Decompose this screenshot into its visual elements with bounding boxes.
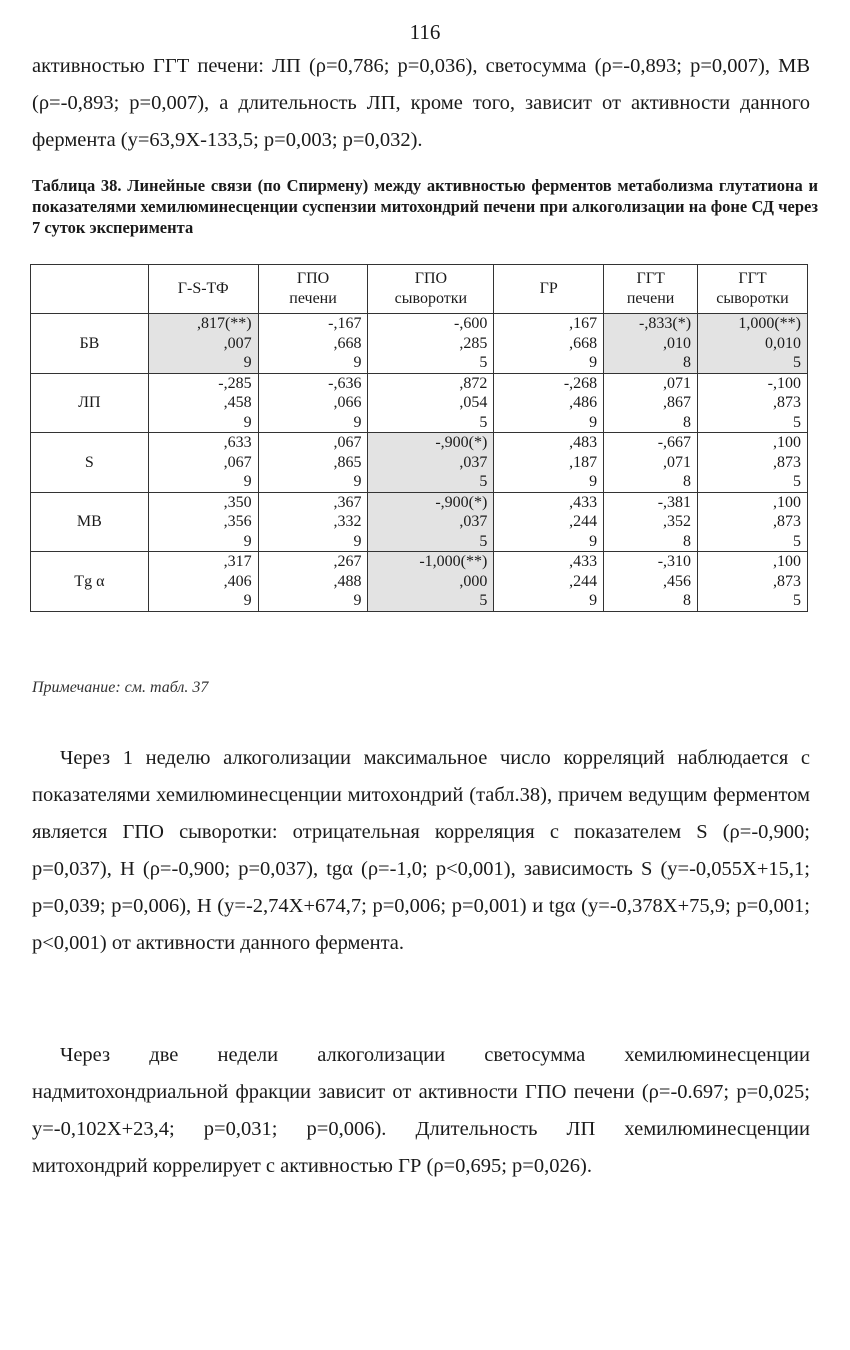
- body-paragraph: Через две недели алкоголизации светосумма хемилюминесценции надмитохондриальной фракции зависит от активности ГПО печени (ρ=-0.697; p=0,025; y=-0,102X+23,4; p=0,031; p=0,006). Длительность ЛП хемилюминесценции митохондрий коррелирует с активностью ГР (ρ=0,695; p=0,026).: [32, 1044, 810, 1177]
- cell-significance: ,071: [663, 453, 692, 471]
- cell-count: 9: [243, 354, 252, 371]
- cell-significance: ,865: [333, 453, 362, 471]
- table-cell: [494, 433, 604, 493]
- header-cell: ГПО сыворотки: [368, 265, 494, 314]
- cell-significance: ,867: [663, 394, 692, 411]
- cell-count: 8: [683, 592, 692, 609]
- cell-count: 9: [353, 473, 362, 490]
- row-label: БВ: [31, 314, 149, 374]
- cell-count: 5: [479, 413, 488, 431]
- table-cell: [258, 373, 368, 433]
- table-cell: [494, 373, 604, 433]
- table-cell: [604, 314, 698, 374]
- cell-count: 5: [479, 532, 488, 550]
- table-cell: [698, 373, 808, 433]
- cell-significance: ,456: [663, 572, 692, 590]
- cell-correlation: ,872: [459, 374, 488, 392]
- table-cell: [148, 492, 258, 552]
- cell-correlation: -,285: [218, 374, 252, 392]
- cell-correlation: ,067: [333, 434, 362, 451]
- cell-significance: ,458: [223, 394, 252, 411]
- cell-significance: ,187: [569, 453, 598, 471]
- cell-count: 9: [589, 354, 598, 371]
- table-row: [31, 373, 808, 433]
- table-cell: [698, 314, 808, 374]
- header-cell: Г-S-ТФ: [148, 265, 258, 314]
- cell-correlation: -,900(*): [435, 493, 488, 511]
- cell-count: 5: [793, 413, 801, 431]
- cell-significance: ,010: [663, 334, 692, 352]
- cell-count: 9: [353, 354, 362, 371]
- cell-correlation: -,833(*): [639, 315, 692, 332]
- cell-correlation: -,636: [328, 374, 362, 392]
- cell-significance: ,037: [459, 453, 488, 471]
- cell-count: 8: [683, 413, 692, 431]
- table-row: [31, 492, 808, 552]
- cell-count: 5: [479, 592, 488, 609]
- cell-correlation: -,667: [657, 434, 692, 451]
- cell-correlation: -,268: [563, 374, 598, 392]
- table-caption: Таблица 38. Линейные связи (по Спирмену) между активностью ферментов метаболизма глутатиона и показателями хемилюминесценции суспензии митохондрий печени при алкоголизации на фоне СД через 7 суток эксперимента: [32, 176, 818, 237]
- table-cell: [148, 314, 258, 374]
- table-cell: [258, 314, 368, 374]
- cell-significance: ,668: [569, 334, 598, 352]
- cell-correlation: ,167: [569, 315, 598, 332]
- cell-correlation: ,071: [663, 374, 692, 392]
- intro-paragraph: активностью ГГТ печени: ЛП (ρ=0,786; p=0,036), светосумма (ρ=-0,893; p=0,007), МВ (ρ=-0,893; p=0,007), а длительность ЛП, кроме того, зависит от активности данного фермента (y=63,9X-133,5; p=0,003; p=0,032).: [32, 55, 810, 151]
- table-cell: [368, 433, 494, 493]
- cell-count: 8: [683, 532, 692, 550]
- cell-count: 5: [793, 532, 801, 550]
- cell-significance: ,406: [223, 572, 252, 590]
- row-label: МВ: [31, 492, 149, 552]
- cell-significance: ,067: [223, 453, 252, 471]
- cell-significance: ,244: [569, 513, 598, 530]
- cell-significance: ,332: [333, 513, 362, 530]
- header-cell: ГПО печени: [258, 265, 368, 314]
- table-cell: [368, 552, 494, 612]
- page-number: 116: [409, 20, 441, 44]
- cell-count: 9: [589, 592, 598, 609]
- cell-count: 5: [479, 354, 488, 371]
- row-label: Tg α: [31, 552, 149, 612]
- table-cell: [148, 373, 258, 433]
- table-note: Примечание: см. табл. 37: [32, 679, 209, 696]
- cell-significance: 0,010: [765, 334, 801, 352]
- table-cell: [494, 492, 604, 552]
- cell-count: 8: [683, 473, 692, 490]
- cell-significance: ,037: [459, 513, 488, 530]
- table-cell: [494, 314, 604, 374]
- cell-significance: ,244: [569, 572, 598, 590]
- cell-significance: ,007: [223, 334, 252, 352]
- cell-correlation: ,100: [773, 493, 801, 511]
- cell-significance: ,873: [773, 513, 801, 530]
- cell-correlation: ,317: [223, 553, 252, 570]
- table-cell: [604, 373, 698, 433]
- cell-correlation: -,600: [454, 315, 488, 332]
- cell-count: 9: [353, 592, 362, 609]
- cell-count: 9: [589, 473, 598, 490]
- header-cell: ГГТ печени: [604, 265, 698, 314]
- header-corner-cell: [31, 265, 149, 314]
- table-cell: [258, 492, 368, 552]
- table-cell: [258, 433, 368, 493]
- cell-count: 9: [243, 532, 252, 550]
- table-cell: [368, 492, 494, 552]
- cell-correlation: -,900(*): [435, 434, 488, 451]
- cell-significance: ,486: [569, 394, 598, 411]
- cell-count: 9: [353, 413, 362, 431]
- cell-count: 9: [589, 413, 598, 431]
- cell-count: 9: [243, 413, 252, 431]
- cell-count: 9: [243, 592, 252, 609]
- body-paragraph: Через 1 неделю алкоголизации максимальное число корреляций наблюдается с показателями хемилюминесценции митохондрий (табл.38), причем ведущим ферментом является ГПО сыворотки: отрицательная корреляция с показателем S (ρ=-0,900; p=0,037), H (ρ=-0,900; p=0,037), tgα (ρ=-1,0; p<0,001), зависимость S (y=-0,055X+15,1; p=0,039; p=0,006), H (y=-2,74X+674,7; p=0,006; p=0,001) и tgα (y=-0,378X+75,9; p=0,001; p<0,001) от активности данного фермента.: [32, 747, 810, 954]
- cell-significance: ,873: [773, 572, 801, 590]
- cell-count: 9: [589, 532, 598, 550]
- header-cell: ГГТ сыворотки: [698, 265, 808, 314]
- cell-correlation: -,167: [328, 315, 362, 332]
- table-cell: [604, 552, 698, 612]
- table-cell: [368, 314, 494, 374]
- cell-significance: ,488: [333, 572, 362, 590]
- cell-correlation: ,817(**): [196, 315, 252, 332]
- header-cell: ГР: [494, 265, 604, 314]
- table-cell: [604, 433, 698, 493]
- table-cell: [148, 433, 258, 493]
- cell-correlation: ,367: [333, 493, 362, 511]
- cell-significance: ,352: [663, 513, 692, 530]
- table-row: [31, 552, 808, 612]
- cell-count: 8: [683, 354, 692, 371]
- table-row: [31, 314, 808, 374]
- table-cell: [698, 492, 808, 552]
- cell-significance: ,668: [333, 334, 362, 352]
- cell-correlation: -,310: [657, 553, 692, 570]
- table-cell: [258, 552, 368, 612]
- cell-significance: ,066: [333, 394, 362, 411]
- table-cell: [698, 433, 808, 493]
- table-cell: [494, 552, 604, 612]
- cell-correlation: ,100: [773, 553, 801, 570]
- cell-correlation: ,100: [773, 434, 801, 451]
- cell-count: 9: [353, 532, 362, 550]
- cell-correlation: -,381: [657, 493, 692, 511]
- correlation-table: [30, 264, 808, 612]
- table-header-row: [31, 265, 808, 314]
- cell-correlation: ,483: [569, 434, 598, 451]
- cell-significance: ,873: [773, 394, 801, 411]
- cell-correlation: ,350: [223, 493, 252, 511]
- cell-significance: ,285: [459, 334, 488, 352]
- table-cell: [368, 373, 494, 433]
- cell-correlation: -,100: [767, 374, 801, 392]
- table-cell: [148, 552, 258, 612]
- table-row: [31, 433, 808, 493]
- cell-count: 5: [793, 592, 801, 609]
- cell-correlation: ,433: [569, 553, 598, 570]
- cell-significance: ,873: [773, 453, 801, 471]
- row-label: S: [31, 433, 149, 493]
- cell-correlation: ,633: [223, 434, 252, 451]
- cell-correlation: -1,000(**): [419, 553, 488, 570]
- cell-count: 5: [793, 473, 801, 490]
- cell-significance: ,000: [459, 572, 488, 590]
- row-label: ЛП: [31, 373, 149, 433]
- cell-correlation: ,267: [333, 553, 362, 570]
- table-cell: [604, 492, 698, 552]
- cell-significance: ,356: [223, 513, 252, 530]
- cell-count: 9: [243, 473, 252, 490]
- cell-significance: ,054: [459, 394, 488, 411]
- cell-count: 5: [793, 354, 801, 371]
- cell-correlation: ,433: [569, 493, 598, 511]
- table-cell: [698, 552, 808, 612]
- cell-count: 5: [479, 473, 488, 490]
- cell-correlation: 1,000(**): [738, 315, 801, 332]
